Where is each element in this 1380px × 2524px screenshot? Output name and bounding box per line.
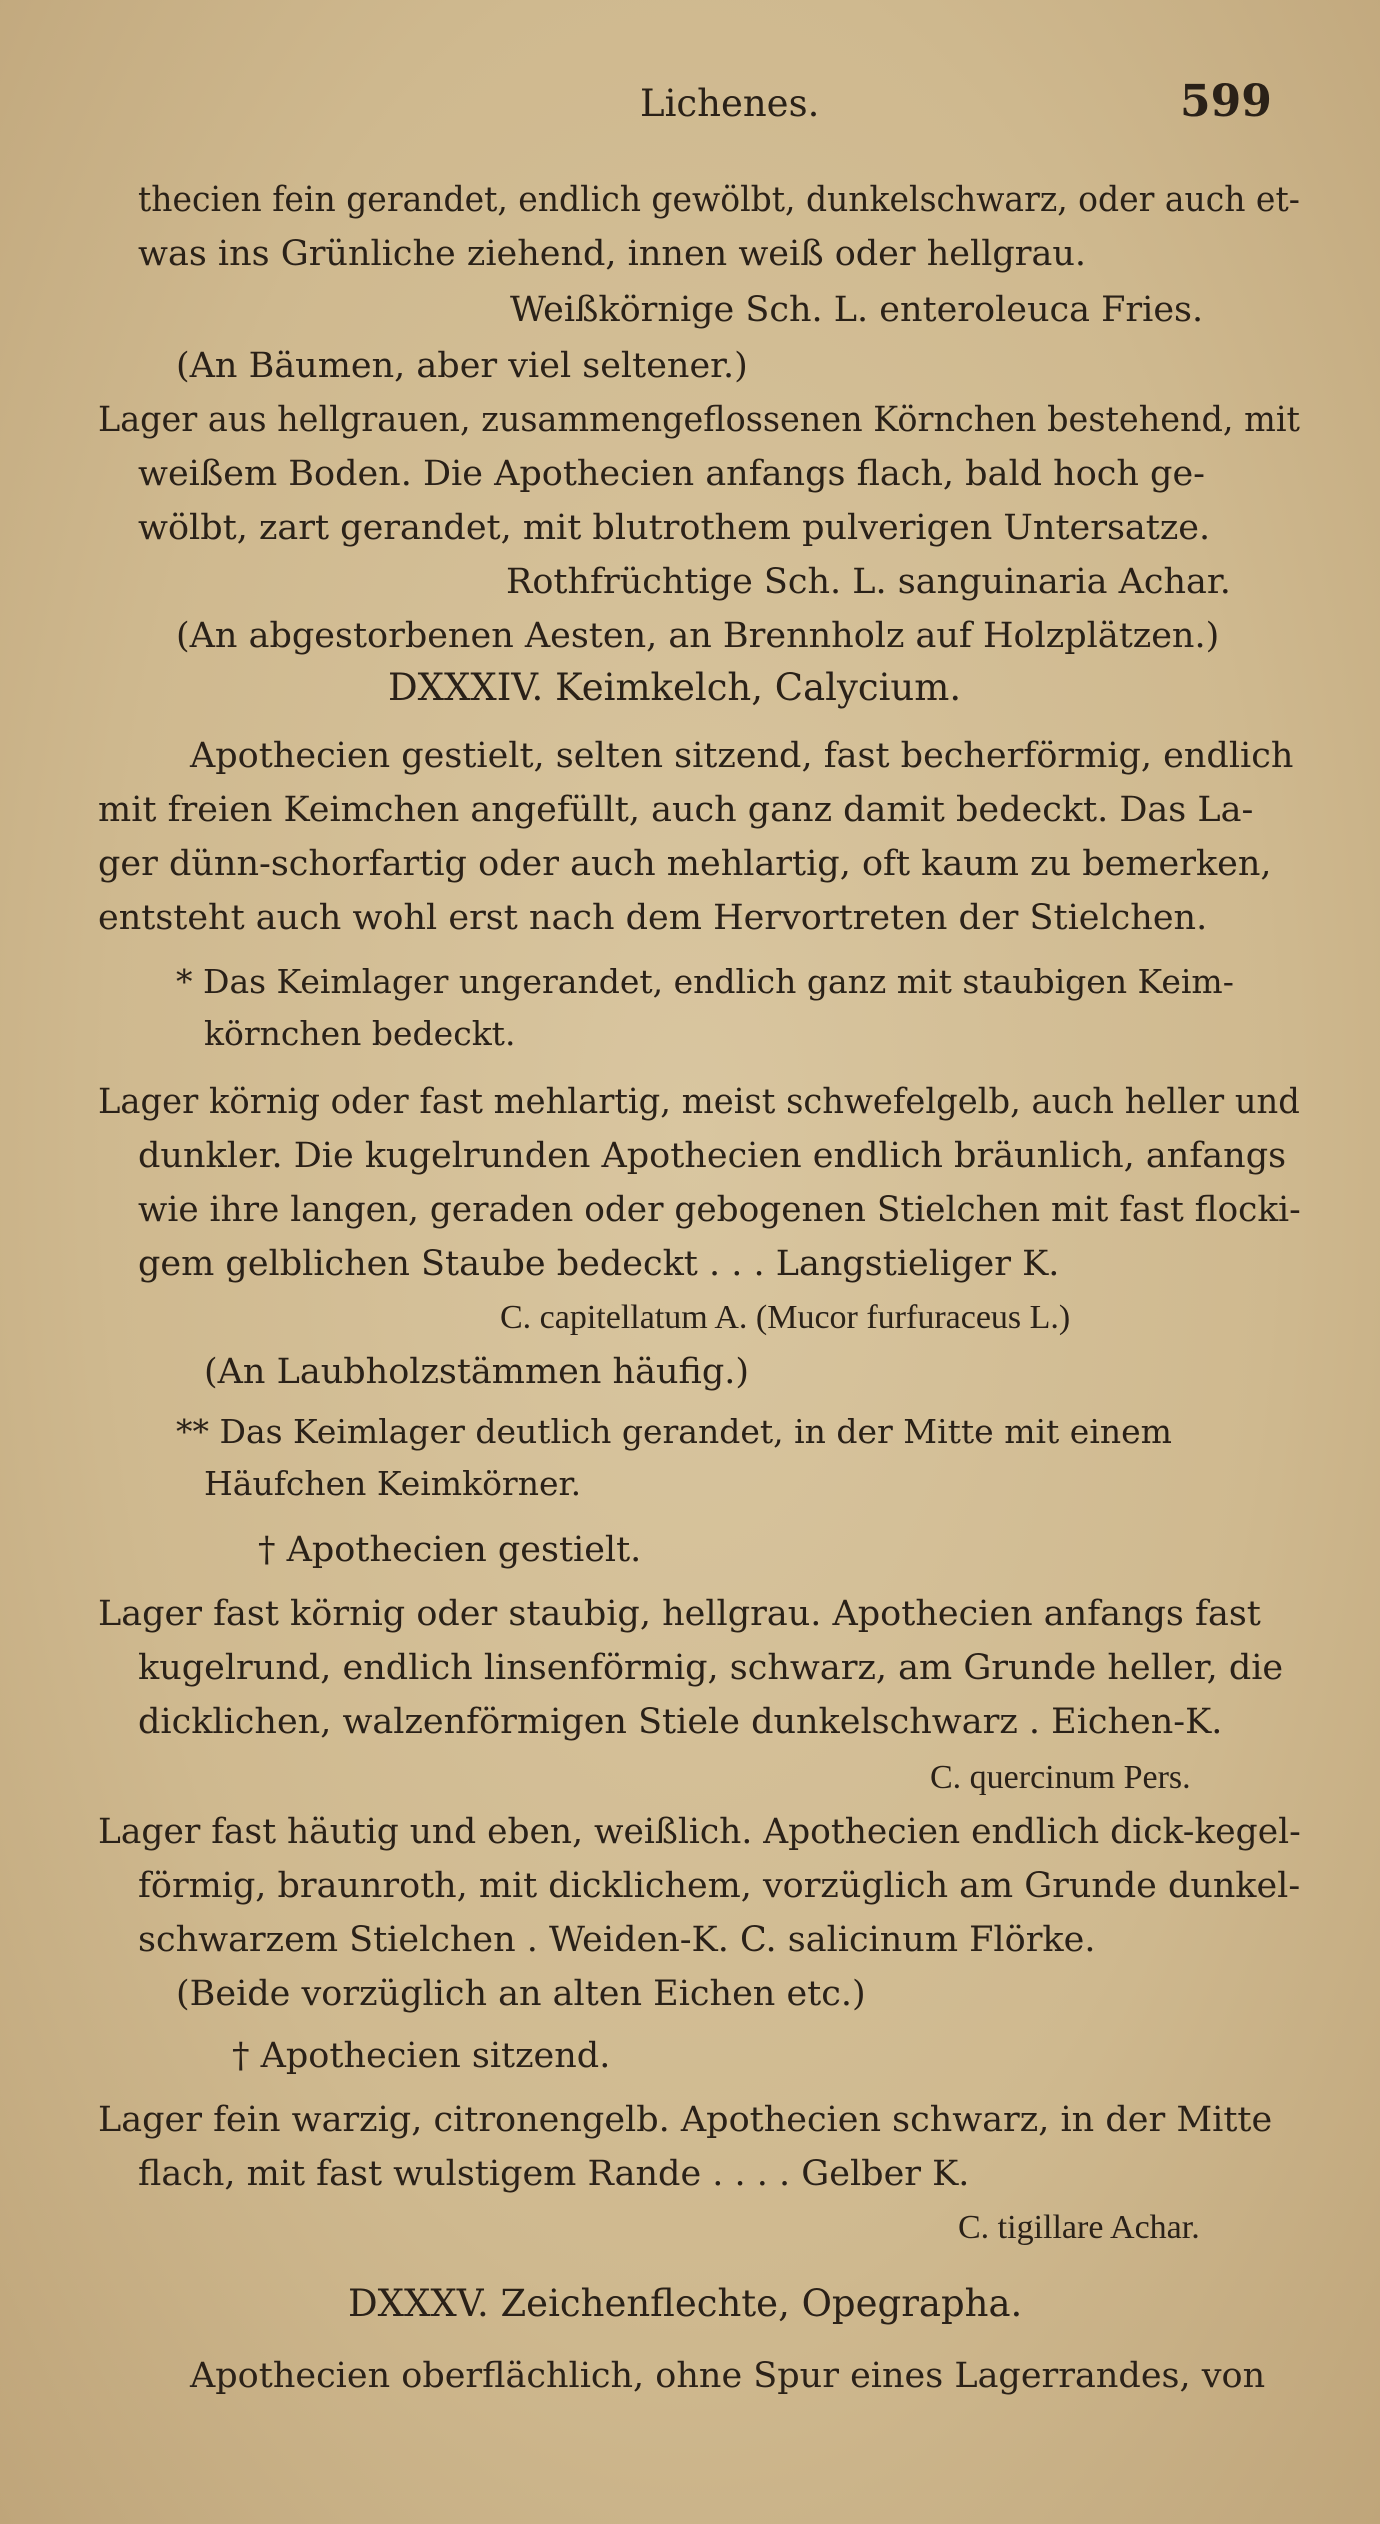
habitat-note: (An abgestorbenen Aesten, an Brennholz auf Holzplätzen.) bbox=[176, 616, 1220, 656]
subsection-marker: † Apothecien gestielt. bbox=[258, 1530, 642, 1570]
genus-heading: DXXXIV. Keimkelch, Calycium. bbox=[388, 666, 962, 709]
text-line: dunkler. Die kugelrunden Apothecien endlich bräunlich, anfangs bbox=[138, 1136, 1287, 1176]
text-line: Apothecien gestielt, selten sitzend, fast becherförmig, endlich bbox=[190, 736, 1294, 776]
text-line: wie ihre langen, geraden oder gebogenen Stielchen mit fast flocki- bbox=[138, 1190, 1301, 1230]
text-line: flach, mit fast wulstigem Rande . . . . Gelber K. bbox=[138, 2154, 970, 2194]
species-name: Rothfrüchtige Sch. L. sanguinaria Achar. bbox=[506, 562, 1231, 602]
species-name: C. quercinum Pers. bbox=[930, 1759, 1191, 1796]
habitat-note: (Beide vorzüglich an alten Eichen etc.) bbox=[176, 1974, 866, 2014]
subsection-marker: † Apothecien sitzend. bbox=[232, 2036, 611, 2076]
text-line: Lager fein warzig, citronengelb. Apothecien schwarz, in der Mitte bbox=[98, 2100, 1273, 2140]
section-marker: Häufchen Keimkörner. bbox=[204, 1464, 582, 1503]
section-marker: körnchen bedeckt. bbox=[204, 1014, 516, 1053]
text-line: thecien fein gerandet, endlich gewölbt, dunkelschwarz, oder auch et- bbox=[138, 180, 1300, 220]
text-line: kugelrund, endlich linsenförmig, schwarz, am Grunde heller, die bbox=[138, 1648, 1284, 1688]
text-line: ger dünn-schorfartig oder auch mehlartig, oft kaum zu bemerken, bbox=[98, 844, 1272, 884]
text-line: wölbt, zart gerandet, mit blutrothem pulverigen Untersatze. bbox=[138, 508, 1211, 548]
page-number: 599 bbox=[1180, 76, 1272, 127]
habitat-note: (An Laubholzstämmen häufig.) bbox=[204, 1352, 750, 1392]
genus-heading: DXXXV. Zeichenflechte, Opegrapha. bbox=[348, 2282, 1023, 2325]
text-line: dicklichen, walzenförmigen Stiele dunkelschwarz . Eichen-K. bbox=[138, 1702, 1223, 1742]
text-line: Lager fast häutig und eben, weißlich. Apothecien endlich dick-kegel- bbox=[98, 1812, 1301, 1852]
habitat-note: (An Bäumen, aber viel seltener.) bbox=[176, 346, 748, 386]
text-line: Apothecien oberflächlich, ohne Spur eines Lagerrandes, von bbox=[190, 2356, 1266, 2396]
section-marker: * Das Keimlager ungerandet, endlich ganz mit staubigen Keim- bbox=[176, 962, 1234, 1001]
text-line: was ins Grünliche ziehend, innen weiß oder hellgrau. bbox=[138, 234, 1087, 274]
text-line: mit freien Keimchen angefüllt, auch ganz damit bedeckt. Das La- bbox=[98, 790, 1254, 830]
species-name: Weißkörnige Sch. L. enteroleuca Fries. bbox=[510, 290, 1204, 330]
running-header: Lichenes. bbox=[640, 82, 820, 125]
species-name: C. tigillare Achar. bbox=[958, 2209, 1200, 2246]
text-line: Lager aus hellgrauen, zusammengeflossenen Körnchen bestehend, mit bbox=[98, 400, 1301, 440]
text-line: Lager körnig oder fast mehlartig, meist schwefelgelb, auch heller und bbox=[98, 1082, 1300, 1122]
text-line: weißem Boden. Die Apothecien anfangs flach, bald hoch ge- bbox=[138, 454, 1206, 494]
text-line: förmig, braunroth, mit dicklichem, vorzüglich am Grunde dunkel- bbox=[138, 1866, 1301, 1906]
text-line: Lager fast körnig oder staubig, hellgrau. Apothecien anfangs fast bbox=[98, 1594, 1261, 1634]
text-line: entsteht auch wohl erst nach dem Hervortreten der Stielchen. bbox=[98, 898, 1208, 938]
species-name: C. capitellatum A. (Mucor furfuraceus L.) bbox=[500, 1299, 1071, 1336]
text-line: schwarzem Stielchen . Weiden-K. C. salicinum Flörke. bbox=[138, 1920, 1096, 1960]
section-marker: ** Das Keimlager deutlich gerandet, in der Mitte mit einem bbox=[176, 1412, 1172, 1451]
text-line: gem gelblichen Staube bedeckt . . . Langstieliger K. bbox=[138, 1244, 1060, 1284]
